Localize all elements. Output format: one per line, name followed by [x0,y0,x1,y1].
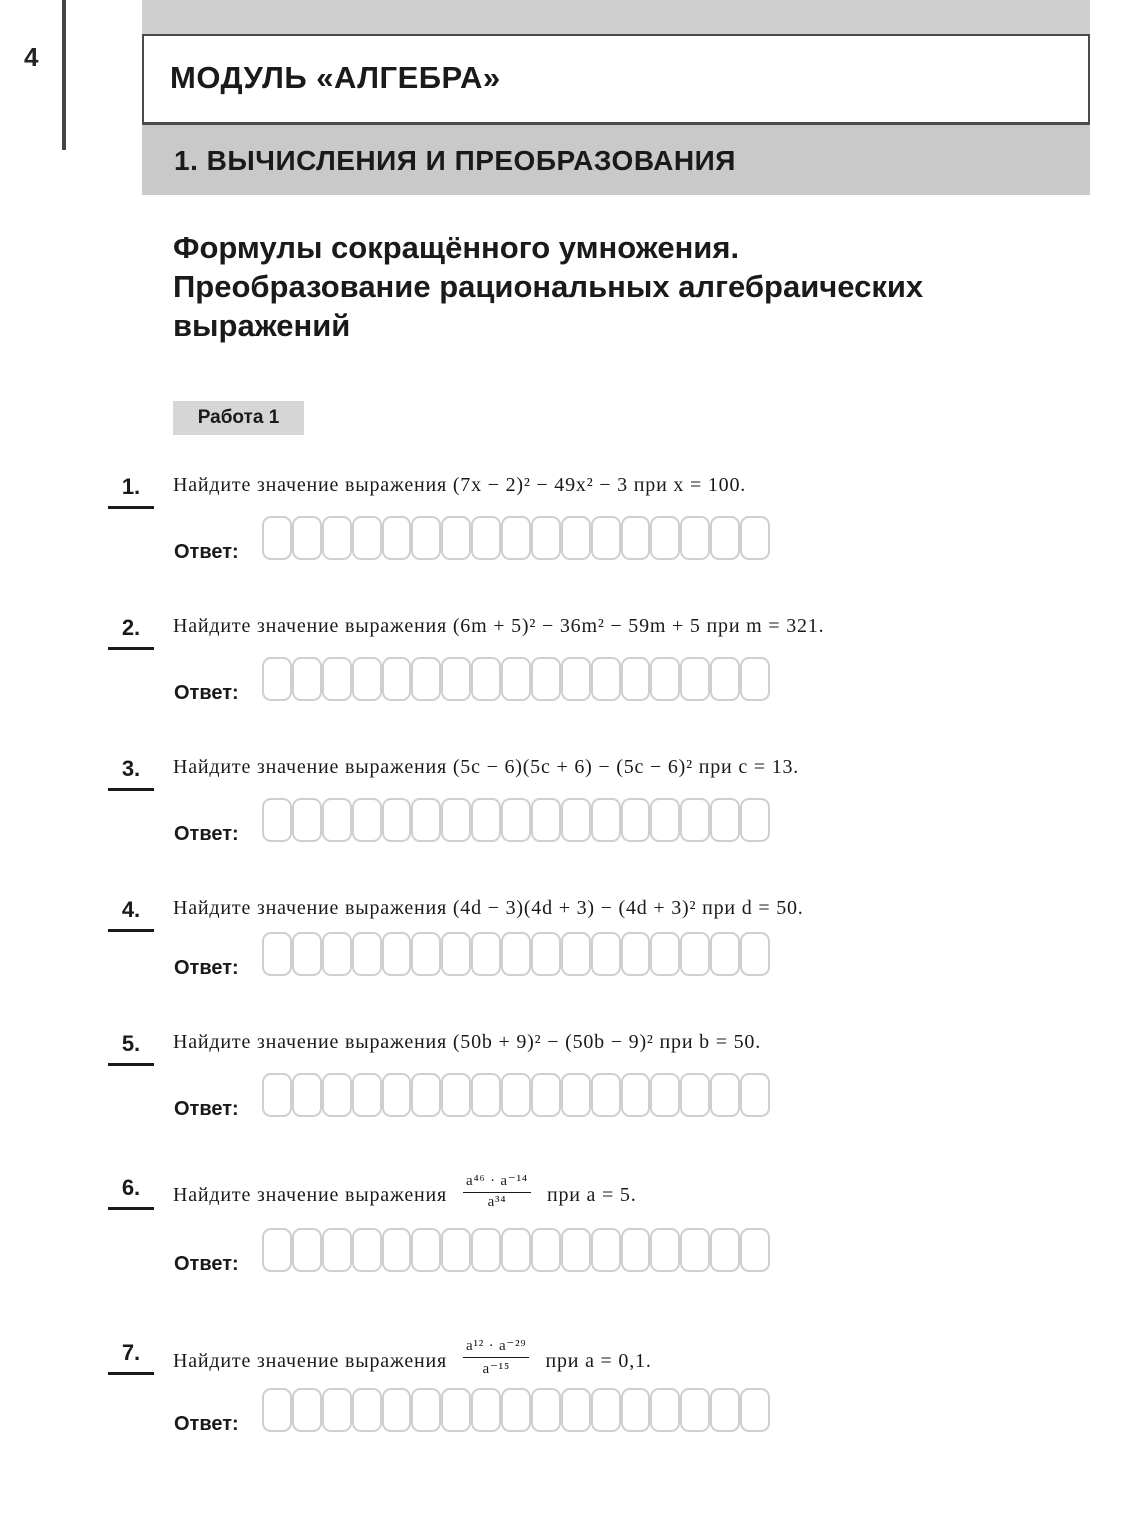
answer-field[interactable] [262,798,770,842]
topic-title-line: Формулы сокращённого умножения. [173,230,740,265]
answer-cell[interactable] [531,516,561,560]
answer-cell[interactable] [352,1073,382,1117]
task-expression: (50b + 9)² − (50b − 9)² [452,1031,654,1053]
answer-cell[interactable] [411,1388,441,1432]
answer-cell[interactable] [382,1073,412,1117]
answer-cell[interactable] [501,516,531,560]
answer-cell[interactable] [382,932,412,976]
answer-cell[interactable] [561,657,591,701]
work-label: Работа 1 [173,401,304,435]
task-prompt: Найдите значение выражения [173,756,448,778]
task-prompt: Найдите значение выражения [173,1031,448,1053]
answer-cell[interactable] [441,1228,471,1272]
header-top-strip [142,0,1090,34]
answer-cell[interactable] [501,1228,531,1272]
answer-cell[interactable] [262,932,292,976]
task-number: 5. [108,1029,154,1066]
answer-cell[interactable] [680,657,710,701]
fraction-denominator: a⁻¹⁵ [482,1361,510,1377]
answer-cell[interactable] [621,1388,651,1432]
task-number: 6. [108,1173,154,1210]
page-number: 4 [24,42,39,72]
fraction-numerator: a⁴⁶ · a⁻¹⁴ [463,1171,531,1193]
answer-cell[interactable] [262,1073,292,1117]
answer-cell[interactable] [471,657,501,701]
answer-cell[interactable] [650,657,680,701]
task-prompt: Найдите значение выражения [173,615,448,637]
task-number: 7. [108,1338,154,1375]
answer-cell[interactable] [292,657,322,701]
topic-title-line: Преобразование рациональных алгебраических [173,269,924,304]
answer-cell[interactable] [740,1073,770,1117]
task-statement [173,1031,761,1054]
answer-cell[interactable] [411,932,441,976]
answer-cell[interactable] [352,516,382,560]
answer-cell[interactable] [561,1228,591,1272]
answer-cell[interactable] [561,932,591,976]
answer-cell[interactable] [262,516,292,560]
answer-cell[interactable] [471,1388,501,1432]
answer-cell[interactable] [441,798,471,842]
answer-cell[interactable] [531,798,561,842]
answer-field[interactable] [262,1388,770,1432]
answer-cell[interactable] [591,516,621,560]
answer-cell[interactable] [292,1388,322,1432]
answer-cell[interactable] [322,516,352,560]
answer-cell[interactable] [710,1073,740,1117]
answer-cell[interactable] [471,932,501,976]
task-prompt: Найдите значение выражения [173,1183,448,1206]
answer-cell[interactable] [501,1388,531,1432]
answer-cell[interactable] [382,1388,412,1432]
section-title: 1. ВЫЧИСЛЕНИЯ И ПРЕОБРАЗОВАНИЯ [174,145,736,176]
answer-cell[interactable] [322,1073,352,1117]
answer-cell[interactable] [322,932,352,976]
task-statement [173,1175,637,1215]
answer-cell[interactable] [710,932,740,976]
answer-field[interactable] [262,516,770,560]
task-expression: (4d − 3)(4d + 3) − (4d + 3)² [452,897,697,919]
answer-cell[interactable] [292,798,322,842]
task-statement [173,474,746,497]
task-prompt: Найдите значение выражения [173,474,448,496]
answer-cell[interactable] [680,932,710,976]
answer-cell[interactable] [621,657,651,701]
answer-cell[interactable] [352,798,382,842]
answer-cell[interactable] [740,798,770,842]
answer-cell[interactable] [621,1228,651,1272]
task-prompt: Найдите значение выражения [173,1349,448,1372]
fraction [463,1171,531,1211]
answer-cell[interactable] [471,798,501,842]
answer-label: Ответ: [174,1253,239,1275]
task-statement [173,615,824,638]
answer-cell[interactable] [650,932,680,976]
answer-cell[interactable] [710,798,740,842]
answer-cell[interactable] [740,1388,770,1432]
task-condition: при d = 50. [702,897,804,919]
task-condition: при c = 13. [698,756,800,778]
task-statement [173,897,804,920]
task-condition: при m = 321. [706,615,825,637]
topic-title [173,228,1103,345]
answer-cell[interactable] [322,1388,352,1432]
task-condition: при x = 100. [633,474,747,496]
answer-cell[interactable] [531,657,561,701]
answer-cell[interactable] [382,1228,412,1272]
answer-cell[interactable] [441,1388,471,1432]
answer-cell[interactable] [292,1073,322,1117]
answer-label: Ответ: [174,1413,239,1435]
answer-cell[interactable] [740,1228,770,1272]
answer-cell[interactable] [591,798,621,842]
answer-cell[interactable] [292,516,322,560]
answer-field[interactable] [262,657,770,701]
answer-cell[interactable] [411,516,441,560]
answer-cell[interactable] [322,798,352,842]
answer-cell[interactable] [352,1388,382,1432]
answer-cell[interactable] [591,932,621,976]
answer-cell[interactable] [441,932,471,976]
task-number: 2. [108,613,154,650]
task-condition: при a = 5. [546,1183,637,1206]
answer-cell[interactable] [501,1073,531,1117]
answer-cell[interactable] [411,657,441,701]
answer-cell[interactable] [710,1388,740,1432]
task-expression: (7x − 2)² − 49x² − 3 [452,474,628,496]
answer-cell[interactable] [531,1228,561,1272]
answer-cell[interactable] [621,932,651,976]
answer-cell[interactable] [591,1228,621,1272]
answer-cell[interactable] [411,1073,441,1117]
answer-cell[interactable] [591,657,621,701]
task-condition: при b = 50. [659,1031,762,1053]
answer-cell[interactable] [621,798,651,842]
answer-cell[interactable] [292,932,322,976]
answer-cell[interactable] [441,657,471,701]
answer-cell[interactable] [441,1073,471,1117]
answer-cell[interactable] [680,1388,710,1432]
answer-cell[interactable] [382,798,412,842]
answer-cell[interactable] [411,1228,441,1272]
section-header [142,122,1090,195]
answer-label: Ответ: [174,1098,239,1120]
answer-cell[interactable] [531,1388,561,1432]
task-expression: (5c − 6)(5c + 6) − (5c − 6)² [452,756,693,778]
answer-cell[interactable] [561,798,591,842]
answer-cell[interactable] [471,1228,501,1272]
answer-label: Ответ: [174,957,239,979]
answer-cell[interactable] [650,1228,680,1272]
answer-cell[interactable] [322,1228,352,1272]
task-number: 4. [108,895,154,932]
answer-cell[interactable] [292,1228,322,1272]
answer-cell[interactable] [262,657,292,701]
answer-cell[interactable] [621,516,651,560]
answer-cell[interactable] [531,932,561,976]
answer-label: Ответ: [174,823,239,845]
answer-label: Ответ: [174,541,239,563]
answer-cell[interactable] [382,516,412,560]
answer-field[interactable] [262,1228,770,1272]
fraction-numerator: a¹² · a⁻²⁹ [463,1336,529,1358]
answer-cell[interactable] [561,1388,591,1432]
answer-field[interactable] [262,1073,770,1117]
answer-cell[interactable] [411,798,441,842]
answer-cell[interactable] [561,1073,591,1117]
answer-cell[interactable] [680,798,710,842]
answer-cell[interactable] [680,1073,710,1117]
answer-cell[interactable] [531,1073,561,1117]
answer-cell[interactable] [352,932,382,976]
answer-cell[interactable] [650,516,680,560]
task-statement [173,756,799,779]
task-number: 3. [108,754,154,791]
answer-cell[interactable] [471,516,501,560]
task-expression: (6m + 5)² − 36m² − 59m + 5 [452,615,701,637]
task-statement [173,1340,652,1382]
answer-cell[interactable] [352,1228,382,1272]
answer-cell[interactable] [650,1073,680,1117]
answer-cell[interactable] [680,516,710,560]
answer-cell[interactable] [262,1388,292,1432]
module-header [142,34,1090,124]
answer-cell[interactable] [471,1073,501,1117]
fraction-denominator: a³⁴ [487,1194,507,1210]
answer-cell[interactable] [710,1228,740,1272]
answer-cell[interactable] [621,1073,651,1117]
task-number: 1. [108,472,154,509]
answer-cell[interactable] [262,1228,292,1272]
answer-cell[interactable] [740,657,770,701]
answer-cell[interactable] [441,516,471,560]
answer-cell[interactable] [591,1073,621,1117]
answer-cell[interactable] [710,516,740,560]
answer-cell[interactable] [322,657,352,701]
answer-cell[interactable] [740,932,770,976]
answer-cell[interactable] [352,657,382,701]
answer-cell[interactable] [501,932,531,976]
answer-label: Ответ: [174,682,239,704]
answer-cell[interactable] [680,1228,710,1272]
answer-field[interactable] [262,932,770,976]
answer-cell[interactable] [710,657,740,701]
topic-title-line: выражений [173,308,351,343]
answer-cell[interactable] [561,516,591,560]
task-condition: при a = 0,1. [545,1349,652,1372]
answer-cell[interactable] [501,798,531,842]
answer-cell[interactable] [382,657,412,701]
answer-cell[interactable] [591,1388,621,1432]
module-title: МОДУЛЬ «АЛГЕБРА» [170,60,501,95]
answer-cell[interactable] [501,657,531,701]
answer-cell[interactable] [650,1388,680,1432]
answer-cell[interactable] [262,798,292,842]
answer-cell[interactable] [740,516,770,560]
answer-cell[interactable] [650,798,680,842]
fraction [463,1336,529,1378]
task-prompt: Найдите значение выражения [173,897,448,919]
margin-rule [62,0,66,150]
